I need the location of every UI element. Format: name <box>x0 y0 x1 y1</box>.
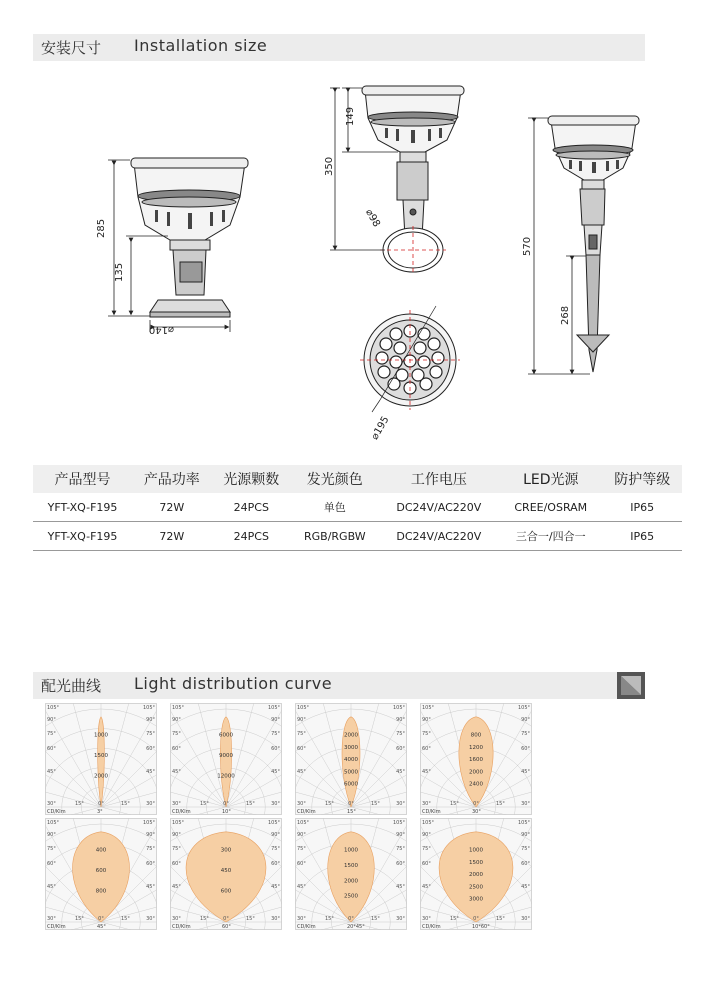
angle-label-0: 0° <box>473 801 479 807</box>
dim-a-base-height: 135 <box>114 262 125 282</box>
unit-label: CD/Klm <box>47 924 66 930</box>
spec-table <box>33 465 682 551</box>
angle-label-right: 90° <box>271 832 280 838</box>
angle-label-left: 75° <box>422 846 431 852</box>
polar-panel <box>170 818 282 930</box>
intensity-label: 1600 <box>469 757 483 764</box>
angle-label-0: 0° <box>348 916 354 922</box>
polar-panel <box>420 703 532 815</box>
angle-label-left: 30° <box>297 916 306 922</box>
angle-label-15: 15° <box>246 916 255 922</box>
angle-label-0: 0° <box>223 916 229 922</box>
angle-label-right: 30° <box>396 801 405 807</box>
angle-label-left: 75° <box>172 731 181 737</box>
angle-label-right: 105° <box>142 820 155 826</box>
intensity-label: 12000 <box>217 773 235 780</box>
intensity-label: 1500 <box>344 863 358 870</box>
angle-label-right: 90° <box>396 832 405 838</box>
angle-label-0: 0° <box>348 801 354 807</box>
angle-label-right: 60° <box>271 746 280 752</box>
angle-label-right: 60° <box>521 746 530 752</box>
intensity-label: 2400 <box>469 781 483 788</box>
intensity-label: 1500 <box>469 859 483 866</box>
polar-panel <box>170 703 282 815</box>
polar-panel <box>45 818 157 930</box>
intensity-label: 2500 <box>469 884 483 891</box>
drawing-front-view <box>360 306 460 412</box>
beam-angle-label: 45° <box>97 924 106 930</box>
angle-label-right: 105° <box>392 705 405 711</box>
intensity-label: 1200 <box>469 744 483 751</box>
angle-label-right: 30° <box>146 916 155 922</box>
angle-label-right: 45° <box>396 769 405 775</box>
intensity-label: 6000 <box>219 732 233 739</box>
angle-label-left: 45° <box>47 769 56 775</box>
angle-label-left: 30° <box>422 916 431 922</box>
polar-chart <box>295 703 407 815</box>
spec-header: LED光源 <box>499 465 602 493</box>
angle-label-right: 30° <box>396 916 405 922</box>
dim-c-dia: ⌀195 <box>369 414 392 442</box>
angle-label-left: 30° <box>47 916 56 922</box>
angle-label-15: 15° <box>450 801 459 807</box>
spec-header: 光源颗数 <box>212 465 292 493</box>
angle-label-left: 30° <box>297 801 306 807</box>
angle-label-right: 45° <box>146 769 155 775</box>
angle-label-right: 60° <box>146 861 155 867</box>
angle-label-left: 105° <box>47 705 60 711</box>
table-cell: 三合一/四合一 <box>499 522 602 551</box>
intensity-label: 1500 <box>94 753 108 760</box>
dim-b-head: 149 <box>345 106 356 126</box>
intensity-label: 600 <box>220 888 232 895</box>
angle-label-left: 105° <box>47 820 60 826</box>
angle-label-0: 0° <box>98 801 104 807</box>
unit-label: CD/Klm <box>297 924 316 930</box>
spec-header: 产品型号 <box>33 465 132 493</box>
dim-d-height: 570 <box>522 236 533 256</box>
angle-label-15: 15° <box>121 916 130 922</box>
angle-label-right: 75° <box>396 731 405 737</box>
polar-chart <box>45 703 157 815</box>
table-row <box>33 493 682 522</box>
distribution-title-en: Light distribution curve <box>134 674 333 693</box>
intensity-label: 2000 <box>94 773 108 780</box>
intensity-label: 600 <box>95 868 107 875</box>
table-cell: DC24V/AC220V <box>379 522 500 551</box>
angle-label-left: 90° <box>297 717 306 723</box>
angle-label-left: 60° <box>47 746 56 752</box>
angle-label-left: 30° <box>47 801 56 807</box>
angle-label-left: 45° <box>297 769 306 775</box>
intensity-label: 2000 <box>469 872 483 879</box>
intensity-label: 450 <box>220 868 232 875</box>
spec-header: 工作电压 <box>379 465 500 493</box>
angle-label-left: 75° <box>47 846 56 852</box>
angle-label-left: 90° <box>47 717 56 723</box>
angle-label-left: 105° <box>172 705 185 711</box>
dim-a-base-dia: ⌀140 <box>148 324 174 335</box>
angle-label-left: 45° <box>422 884 431 890</box>
angle-label-15: 15° <box>75 916 84 922</box>
angle-label-right: 90° <box>146 832 155 838</box>
angle-label-left: 60° <box>297 746 306 752</box>
installation-title-cn: 安装尺寸 <box>41 39 102 57</box>
angle-label-left: 30° <box>172 801 181 807</box>
polar-panel <box>295 818 407 930</box>
beam-angle-label: 15° <box>347 809 356 815</box>
angle-label-left: 90° <box>47 832 56 838</box>
angle-label-left: 90° <box>172 717 181 723</box>
spec-header: 产品功率 <box>132 465 212 493</box>
angle-label-right: 105° <box>267 820 280 826</box>
table-cell: IP65 <box>602 522 682 551</box>
table-cell: 24PCS <box>212 522 292 551</box>
angle-label-right: 75° <box>271 731 280 737</box>
spec-header: 防护等级 <box>602 465 682 493</box>
intensity-label: 1000 <box>469 847 483 854</box>
dim-a-height: 285 <box>96 218 107 238</box>
angle-label-15: 15° <box>121 801 130 807</box>
angle-label-0: 0° <box>473 916 479 922</box>
angle-label-right: 45° <box>271 884 280 890</box>
angle-label-right: 45° <box>521 769 530 775</box>
angle-label-right: 60° <box>396 746 405 752</box>
intensity-label: 6000 <box>344 781 358 788</box>
unit-label: CD/Klm <box>47 809 66 815</box>
intensity-label: 5000 <box>344 769 358 776</box>
spec-header-row <box>33 465 682 493</box>
angle-label-15: 15° <box>496 801 505 807</box>
angle-label-left: 60° <box>422 861 431 867</box>
beam-angle-label: 60° <box>222 924 231 930</box>
angle-label-left: 45° <box>172 769 181 775</box>
angle-label-right: 30° <box>521 916 530 922</box>
angle-label-right: 75° <box>521 731 530 737</box>
intensity-label: 800 <box>95 888 107 895</box>
angle-label-left: 75° <box>47 731 56 737</box>
beam-angle-label: 20*45° <box>347 924 365 930</box>
angle-label-left: 60° <box>172 861 181 867</box>
angle-label-left: 75° <box>297 731 306 737</box>
table-cell: YFT-XQ-F195 <box>33 522 132 551</box>
angle-label-right: 75° <box>146 846 155 852</box>
polar-chart <box>170 703 282 815</box>
angle-label-left: 75° <box>422 731 431 737</box>
dim-b-clamp: ⌀98 <box>363 207 382 230</box>
angle-label-right: 45° <box>396 884 405 890</box>
polar-panel <box>45 703 157 815</box>
distribution-title-cn: 配光曲线 <box>41 677 102 695</box>
angle-label-left: 60° <box>47 861 56 867</box>
angle-label-right: 75° <box>396 846 405 852</box>
angle-label-right: 75° <box>146 731 155 737</box>
angle-label-left: 45° <box>297 884 306 890</box>
angle-label-left: 60° <box>422 746 431 752</box>
table-cell: 72W <box>132 493 212 522</box>
drawing-base-mount <box>131 158 248 317</box>
table-cell: IP65 <box>602 493 682 522</box>
unit-label: CD/Klm <box>422 924 441 930</box>
angle-label-right: 60° <box>271 861 280 867</box>
angle-label-right: 30° <box>271 916 280 922</box>
angle-label-15: 15° <box>246 801 255 807</box>
beam-angle-label: 10° <box>222 809 231 815</box>
beam-angle-label: 10*60° <box>472 924 490 930</box>
angle-label-right: 75° <box>271 846 280 852</box>
angle-label-left: 90° <box>297 832 306 838</box>
angle-label-right: 90° <box>521 832 530 838</box>
table-cell: YFT-XQ-F195 <box>33 493 132 522</box>
table-cell: 单色 <box>291 493 378 522</box>
angle-label-left: 105° <box>297 705 310 711</box>
spec-header: 发光颜色 <box>291 465 378 493</box>
dim-d-spike: 268 <box>560 305 571 325</box>
polar-chart <box>420 703 532 815</box>
angle-label-right: 105° <box>517 705 530 711</box>
intensity-label: 9000 <box>219 753 233 760</box>
table-cell: CREE/OSRAM <box>499 493 602 522</box>
intensity-label: 2000 <box>469 769 483 776</box>
angle-label-left: 105° <box>297 820 310 826</box>
angle-label-left: 45° <box>172 884 181 890</box>
angle-label-right: 30° <box>146 801 155 807</box>
intensity-label: 4000 <box>344 757 358 764</box>
angle-label-right: 45° <box>521 884 530 890</box>
angle-label-15: 15° <box>450 916 459 922</box>
angle-label-right: 105° <box>267 705 280 711</box>
angle-label-0: 0° <box>98 916 104 922</box>
light-distribution-header <box>33 672 645 699</box>
angle-label-right: 30° <box>521 801 530 807</box>
table-cell: 24PCS <box>212 493 292 522</box>
installation-drawings <box>0 0 715 460</box>
beam-angle-label: 3° <box>97 809 103 815</box>
installation-title-en: Installation size <box>134 36 268 55</box>
table-cell: 72W <box>132 522 212 551</box>
angle-label-left: 30° <box>172 916 181 922</box>
angle-label-right: 45° <box>146 884 155 890</box>
intensity-label: 3000 <box>469 896 483 903</box>
dim-b-height: 350 <box>324 156 335 176</box>
intensity-label: 1000 <box>94 732 108 739</box>
angle-label-15: 15° <box>371 916 380 922</box>
angle-label-left: 90° <box>172 832 181 838</box>
polar-panel <box>295 703 407 815</box>
angle-label-right: 90° <box>521 717 530 723</box>
polar-chart <box>420 818 532 930</box>
angle-label-15: 15° <box>496 916 505 922</box>
intensity-label: 300 <box>220 847 232 854</box>
table-cell: DC24V/AC220V <box>379 493 500 522</box>
drawing-spike-mount <box>548 116 639 372</box>
unit-label: CD/Klm <box>422 809 441 815</box>
intensity-label: 2500 <box>344 893 358 900</box>
polar-chart <box>170 818 282 930</box>
angle-label-15: 15° <box>200 916 209 922</box>
angle-label-left: 30° <box>422 801 431 807</box>
intensity-label: 2000 <box>344 878 358 885</box>
angle-label-left: 60° <box>172 746 181 752</box>
angle-label-left: 90° <box>422 832 431 838</box>
angle-label-right: 45° <box>271 769 280 775</box>
angle-label-right: 105° <box>517 820 530 826</box>
intensity-label: 800 <box>470 732 482 739</box>
table-row <box>33 522 682 551</box>
corner-decoration <box>617 672 645 699</box>
beam-angle-label: 30° <box>472 809 481 815</box>
angle-label-left: 75° <box>172 846 181 852</box>
unit-label: CD/Klm <box>172 809 191 815</box>
angle-label-right: 105° <box>142 705 155 711</box>
angle-label-right: 90° <box>396 717 405 723</box>
intensity-label: 2000 <box>344 732 358 739</box>
angle-label-15: 15° <box>200 801 209 807</box>
unit-label: CD/Klm <box>297 809 316 815</box>
angle-label-right: 30° <box>271 801 280 807</box>
intensity-label: 3000 <box>344 744 358 751</box>
polar-chart <box>295 818 407 930</box>
angle-label-right: 90° <box>271 717 280 723</box>
angle-label-left: 75° <box>297 846 306 852</box>
angle-label-15: 15° <box>371 801 380 807</box>
table-cell: RGB/RGBW <box>291 522 378 551</box>
angle-label-left: 105° <box>172 820 185 826</box>
angle-label-right: 60° <box>521 861 530 867</box>
angle-label-left: 45° <box>47 884 56 890</box>
angle-label-15: 15° <box>75 801 84 807</box>
angle-label-right: 105° <box>392 820 405 826</box>
angle-label-right: 60° <box>396 861 405 867</box>
angle-label-15: 15° <box>325 916 334 922</box>
unit-label: CD/Klm <box>172 924 191 930</box>
intensity-label: 400 <box>95 847 107 854</box>
angle-label-left: 105° <box>422 705 435 711</box>
angle-label-15: 15° <box>325 801 334 807</box>
angle-label-right: 75° <box>521 846 530 852</box>
angle-label-right: 90° <box>146 717 155 723</box>
angle-label-left: 60° <box>297 861 306 867</box>
intensity-label: 1000 <box>344 847 358 854</box>
angle-label-left: 105° <box>422 820 435 826</box>
angle-label-left: 90° <box>422 717 431 723</box>
drawing-bracket-mount <box>362 86 464 274</box>
angle-label-right: 60° <box>146 746 155 752</box>
polar-panel <box>420 818 532 930</box>
polar-chart <box>45 818 157 930</box>
angle-label-0: 0° <box>223 801 229 807</box>
angle-label-left: 45° <box>422 769 431 775</box>
